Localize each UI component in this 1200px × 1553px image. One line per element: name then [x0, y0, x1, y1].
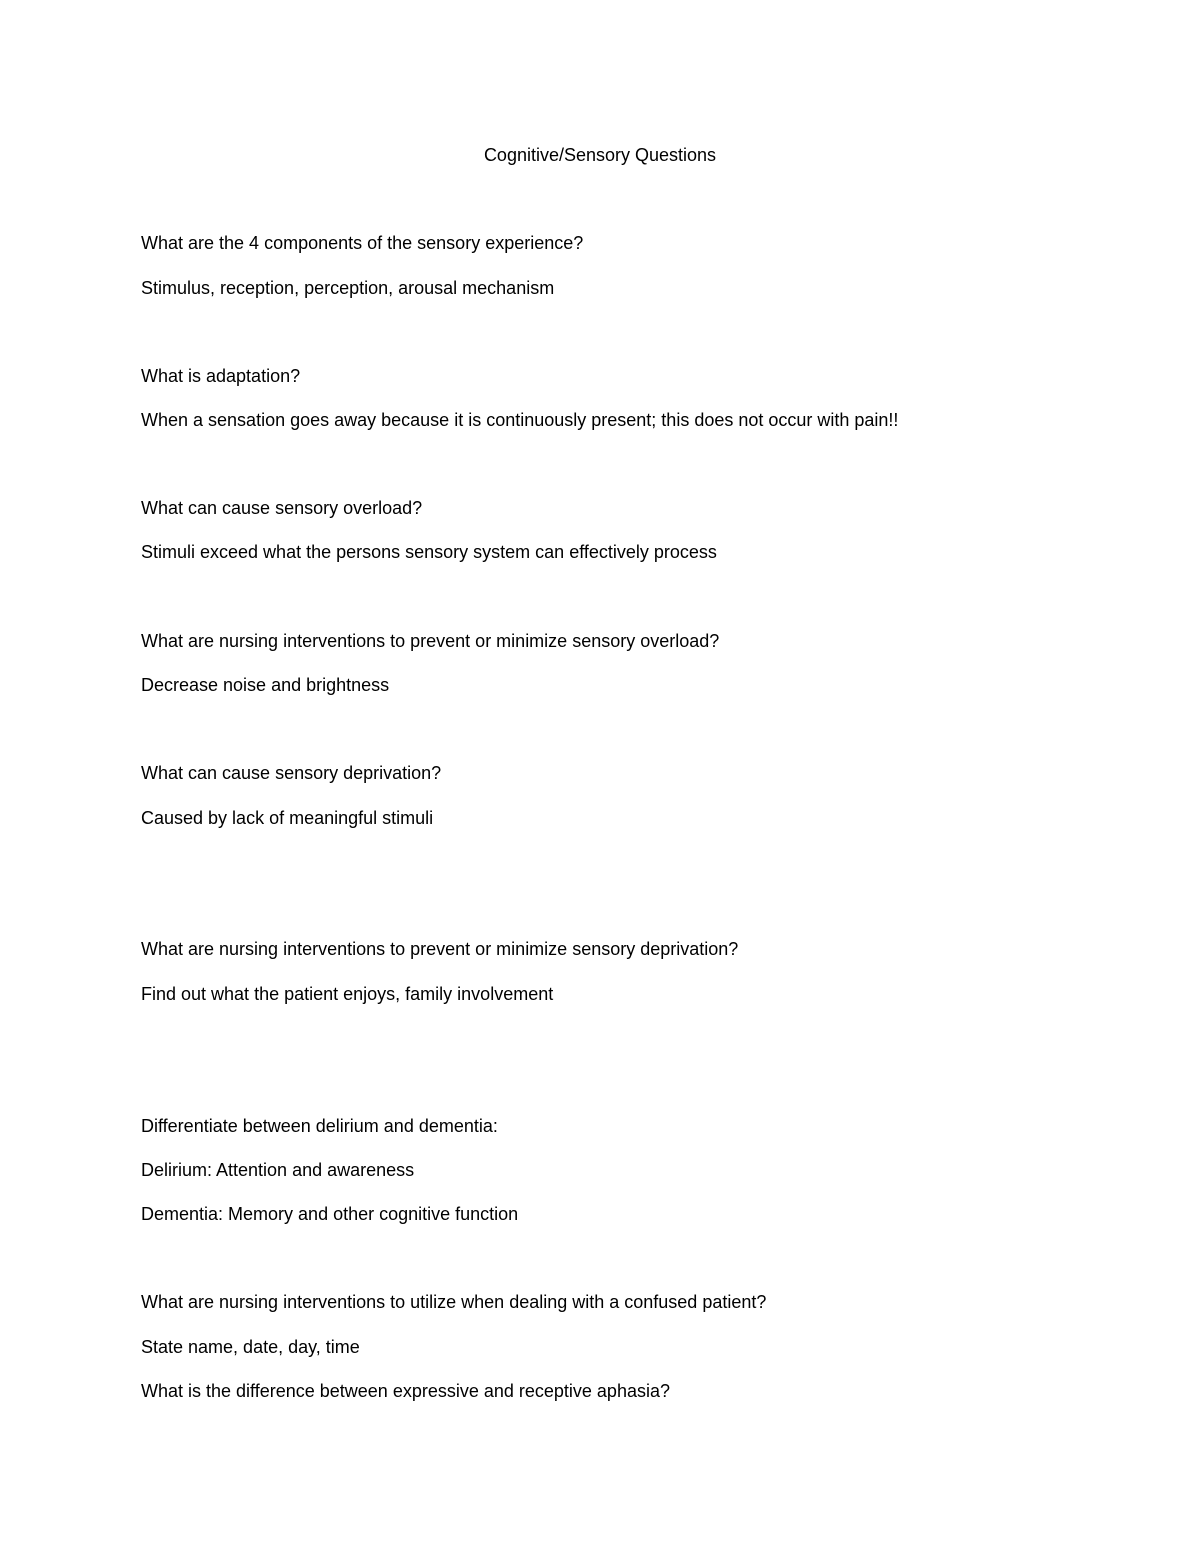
answer-adaptation: When a sensation goes away because it is continuously present; this does not occur with pain!! [141, 410, 899, 430]
answer-overload-interventions: Decrease noise and brightness [141, 675, 390, 695]
document-title: Cognitive/Sensory Questions [483, 145, 717, 165]
question-adaptation: What is adaptation? [141, 366, 301, 386]
question-sensory-overload-cause: What can cause sensory overload? [141, 498, 423, 518]
question-delirium-dementia: Differentiate between delirium and dementia: [141, 1116, 498, 1136]
question-aphasia: What is the difference between expressive and receptive aphasia? [141, 1381, 670, 1401]
question-deprivation-interventions: What are nursing interventions to prevent or minimize sensory deprivation? [141, 939, 739, 959]
answer-sensory-overload-cause: Stimuli exceed what the persons sensory system can effectively process [141, 542, 717, 562]
answer-delirium: Delirium: Attention and awareness [141, 1160, 415, 1180]
answer-sensory-components: Stimulus, reception, perception, arousal mechanism [141, 278, 555, 298]
question-sensory-components: What are the 4 components of the sensory experience? [141, 233, 584, 253]
answer-dementia: Dementia: Memory and other cognitive function [141, 1204, 519, 1224]
question-overload-interventions: What are nursing interventions to prevent or minimize sensory overload? [141, 631, 720, 651]
answer-confused-patient: State name, date, day, time [141, 1337, 360, 1357]
answer-sensory-deprivation-cause: Caused by lack of meaningful stimuli [141, 808, 434, 828]
question-sensory-deprivation-cause: What can cause sensory deprivation? [141, 763, 442, 783]
answer-deprivation-interventions: Find out what the patient enjoys, family involvement [141, 984, 554, 1004]
question-confused-patient: What are nursing interventions to utilize when dealing with a confused patient? [141, 1292, 767, 1312]
